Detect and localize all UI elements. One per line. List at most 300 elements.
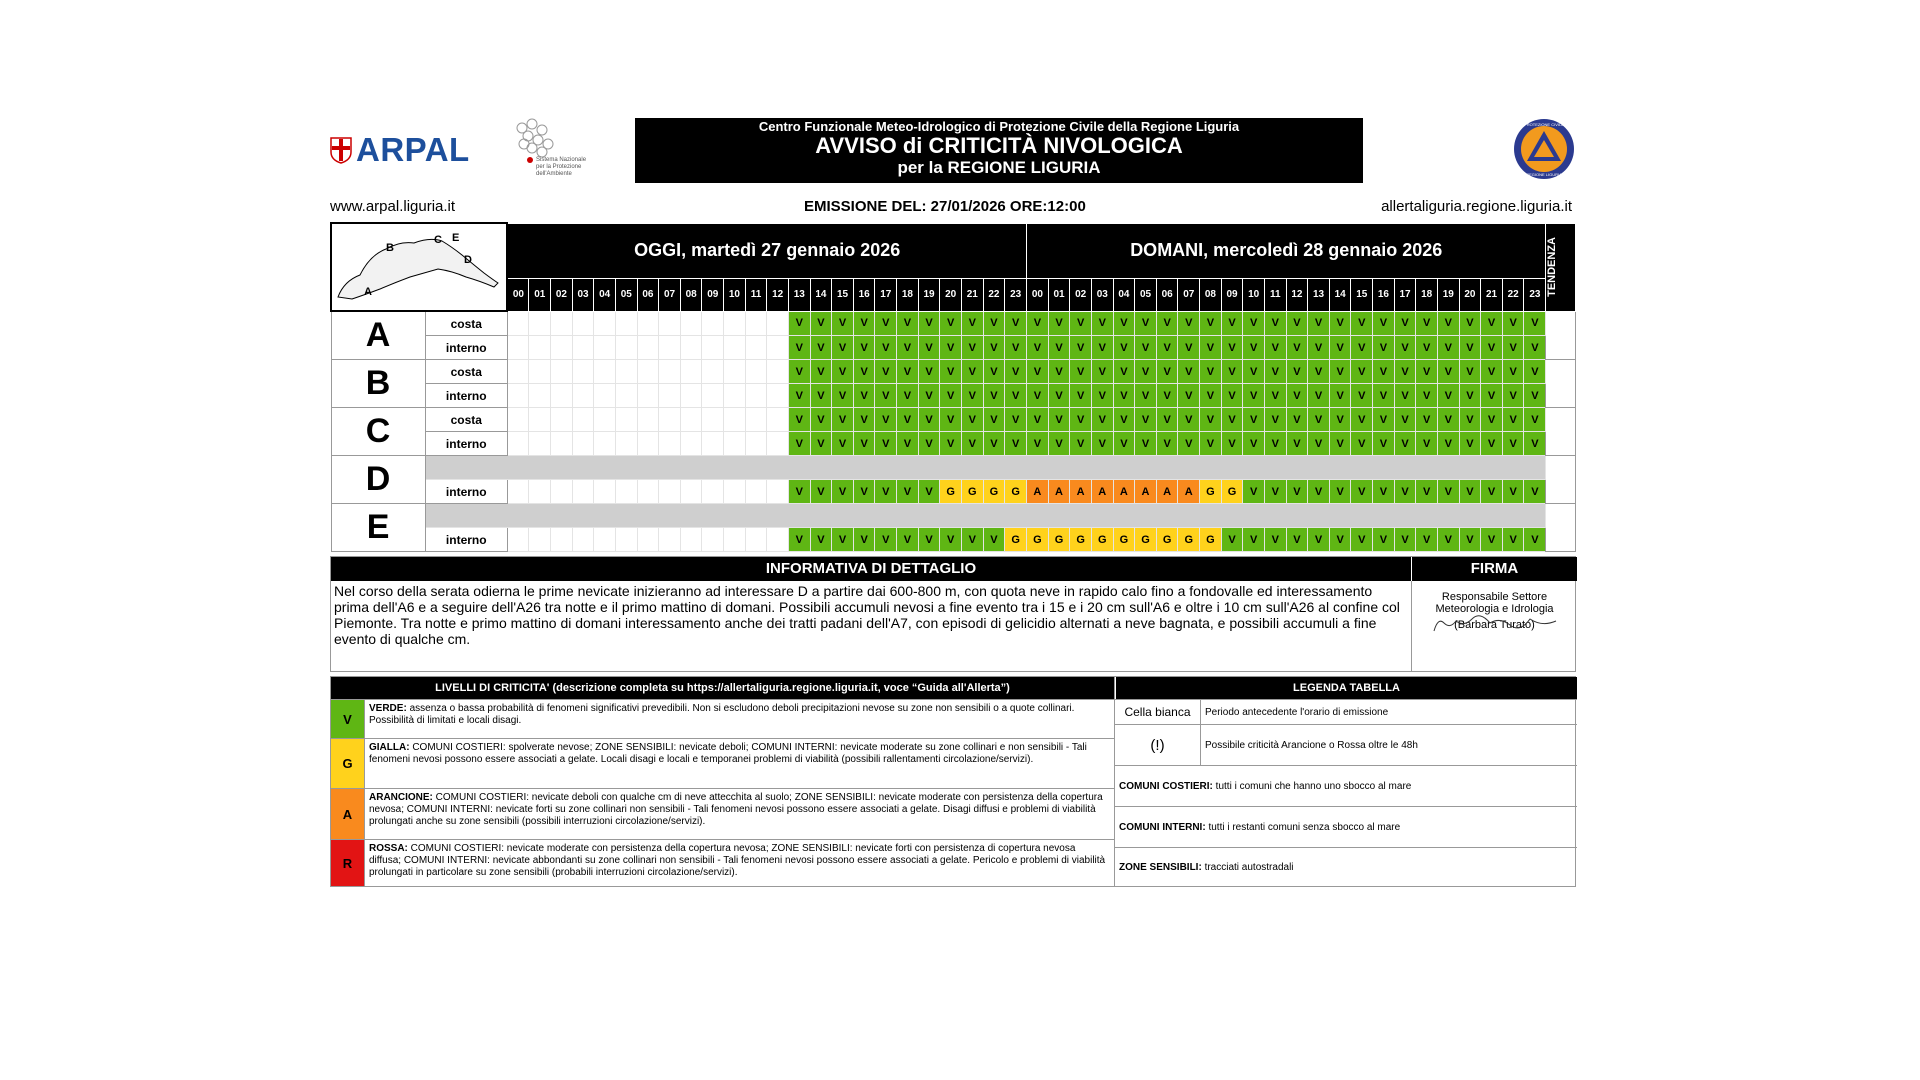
criticality-table <box>330 222 1576 552</box>
crit-cell: G <box>1200 480 1222 504</box>
crit-cell: V <box>897 311 919 336</box>
crit-cell <box>615 360 637 384</box>
crit-cell: G <box>1135 528 1157 552</box>
crit-cell: V <box>1178 311 1200 336</box>
arpal-url-link[interactable]: www.arpal.liguria.it <box>330 198 456 215</box>
crit-cell <box>572 336 594 360</box>
crit-cell <box>767 384 789 408</box>
crit-cell: V <box>1437 432 1459 456</box>
crit-cell <box>594 360 616 384</box>
crit-cell: V <box>897 336 919 360</box>
crit-cell <box>724 480 746 504</box>
crit-cell: V <box>788 336 810 360</box>
hour-day1-22: 22 <box>983 278 1005 311</box>
hour-day2-05: 05 <box>1135 278 1157 311</box>
crit-cell: V <box>1524 336 1546 360</box>
crit-cell: V <box>918 408 940 432</box>
zone-row-b-costa <box>331 360 1576 384</box>
legend-key-cella-bianca: Cella bianca <box>1115 700 1201 724</box>
zone-label-c: C <box>331 408 425 456</box>
crit-cell <box>680 336 702 360</box>
crit-cell: V <box>1459 384 1481 408</box>
crit-cell: V <box>1308 384 1330 408</box>
crit-cell: V <box>983 360 1005 384</box>
crit-cell <box>680 360 702 384</box>
crit-cell: V <box>788 384 810 408</box>
sub-zone-interno: interno <box>425 480 507 504</box>
crit-cell: V <box>1481 408 1503 432</box>
crit-cell: V <box>1027 311 1049 336</box>
crit-cell: V <box>1351 360 1373 384</box>
url-row <box>330 200 1576 222</box>
crit-cell: V <box>832 336 854 360</box>
legend-row-cella-bianca <box>1115 699 1577 724</box>
sub-zone-costa: costa <box>425 311 507 336</box>
level-badge-gialla: G <box>331 739 365 788</box>
crit-cell: V <box>1394 360 1416 384</box>
hour-day2-21: 21 <box>1481 278 1503 311</box>
def-zone-sensibili <box>1115 847 1577 886</box>
crit-cell: V <box>810 408 832 432</box>
crit-cell <box>680 480 702 504</box>
crit-cell: V <box>1113 432 1135 456</box>
crit-cell <box>702 432 724 456</box>
level-name-verde: VERDE: <box>369 703 407 714</box>
crit-cell: V <box>1243 360 1265 384</box>
crit-cell: V <box>810 432 832 456</box>
crit-cell: V <box>940 360 962 384</box>
crit-cell: V <box>1373 432 1395 456</box>
crit-cell: V <box>1027 360 1049 384</box>
crit-cell: V <box>1481 432 1503 456</box>
crit-cell: V <box>1243 408 1265 432</box>
crit-cell <box>551 432 573 456</box>
crit-cell: V <box>1264 311 1286 336</box>
crit-cell <box>637 311 659 336</box>
crit-cell: V <box>1286 432 1308 456</box>
crit-cell: V <box>1416 528 1438 552</box>
criticality-grid <box>330 222 1576 552</box>
crit-cell: V <box>1502 432 1524 456</box>
hour-day2-03: 03 <box>1091 278 1113 311</box>
crit-cell: V <box>1027 384 1049 408</box>
crit-cell: V <box>1221 408 1243 432</box>
crit-cell <box>637 480 659 504</box>
map-cell <box>331 223 507 311</box>
tendenza-cell-a <box>1546 311 1576 360</box>
crit-cell: V <box>1459 336 1481 360</box>
crit-cell <box>507 360 529 384</box>
hour-day1-15: 15 <box>832 278 854 311</box>
crit-cell <box>767 360 789 384</box>
crit-cell: V <box>832 480 854 504</box>
crit-cell: V <box>1351 384 1373 408</box>
informativa-section <box>330 556 1576 672</box>
crit-cell: V <box>1373 528 1395 552</box>
level-text-verde: assenza o bassa probabilità di fenomeni significativi prevedibili. Non si escludono deboli precipitazioni nevose su zone non sensibili o a quote collinari. Possibilità di limitati e locali disagi. <box>369 703 1075 726</box>
crit-cell: V <box>1027 432 1049 456</box>
level-row-arancione <box>331 788 1114 839</box>
crit-cell: V <box>1308 480 1330 504</box>
crit-cell <box>724 336 746 360</box>
crit-cell: V <box>1091 311 1113 336</box>
crit-cell: V <box>1286 384 1308 408</box>
hour-day1-16: 16 <box>853 278 875 311</box>
crit-cell: V <box>1005 432 1027 456</box>
crit-cell: A <box>1070 480 1092 504</box>
hour-day1-19: 19 <box>918 278 940 311</box>
crit-cell: V <box>1264 432 1286 456</box>
crit-cell: V <box>1005 311 1027 336</box>
crit-cell <box>529 408 551 432</box>
hour-day1-20: 20 <box>940 278 962 311</box>
crit-cell <box>724 360 746 384</box>
hour-day1-06: 06 <box>637 278 659 311</box>
hours-row <box>331 278 1576 311</box>
crit-cell: V <box>1070 408 1092 432</box>
crit-cell: V <box>1481 528 1503 552</box>
sub-zone-interno: interno <box>425 528 507 552</box>
crit-cell: V <box>1221 384 1243 408</box>
crit-cell: V <box>1524 384 1546 408</box>
crit-cell <box>507 384 529 408</box>
crit-cell: V <box>1459 408 1481 432</box>
crit-cell: V <box>1113 384 1135 408</box>
crit-cell <box>724 432 746 456</box>
informativa-title: INFORMATIVA DI DETTAGLIO <box>331 557 1411 581</box>
crit-cell: V <box>1200 384 1222 408</box>
crit-cell <box>767 528 789 552</box>
crit-cell: V <box>853 311 875 336</box>
crit-cell: V <box>1005 408 1027 432</box>
zone-row-e-blank <box>331 504 1576 528</box>
level-row-rossa <box>331 839 1114 886</box>
crit-cell: V <box>1329 336 1351 360</box>
crit-cell <box>745 336 767 360</box>
snpa-logo-line3: dell'Ambiente <box>536 171 572 177</box>
crit-cell: V <box>1048 311 1070 336</box>
def-text-costieri: tutti i comuni che hanno uno sbocco al mare <box>1212 780 1412 792</box>
crit-cell: V <box>1156 432 1178 456</box>
crit-cell: V <box>1264 408 1286 432</box>
crit-cell: A <box>1027 480 1049 504</box>
crit-cell: V <box>1524 408 1546 432</box>
crit-cell: V <box>1156 336 1178 360</box>
hour-day1-09: 09 <box>702 278 724 311</box>
tendenza-label: TENDENZA <box>1546 237 1559 297</box>
crit-cell <box>529 336 551 360</box>
crit-cell: V <box>1070 311 1092 336</box>
crit-cell <box>680 408 702 432</box>
tendenza-header <box>1546 223 1576 311</box>
hour-day2-14: 14 <box>1329 278 1351 311</box>
firma-name: (Barbara Turato) <box>1454 619 1535 631</box>
hour-day1-05: 05 <box>615 278 637 311</box>
crit-cell: V <box>1416 384 1438 408</box>
crit-cell: V <box>961 384 983 408</box>
crit-cell: V <box>897 432 919 456</box>
crit-cell: V <box>1373 311 1395 336</box>
hour-day1-10: 10 <box>724 278 746 311</box>
crit-cell <box>507 336 529 360</box>
crit-cell <box>551 528 573 552</box>
crit-cell <box>745 384 767 408</box>
hour-day2-19: 19 <box>1437 278 1459 311</box>
crit-cell: V <box>832 432 854 456</box>
crit-cell: V <box>1135 408 1157 432</box>
crit-cell: V <box>832 360 854 384</box>
crit-cell: V <box>897 408 919 432</box>
crit-cell <box>551 360 573 384</box>
hour-day1-13: 13 <box>788 278 810 311</box>
crit-cell <box>767 336 789 360</box>
signature-icon <box>1430 613 1560 635</box>
crit-cell <box>507 311 529 336</box>
crit-cell: V <box>918 384 940 408</box>
level-badge-arancione: A <box>331 789 365 839</box>
crit-cell: V <box>1416 432 1438 456</box>
allerta-url-link[interactable]: allertaliguria.regione.liguria.it <box>1381 198 1572 215</box>
crit-cell <box>615 336 637 360</box>
crit-cell: V <box>1200 432 1222 456</box>
crit-cell <box>659 480 681 504</box>
crit-cell: V <box>1113 360 1135 384</box>
crit-cell: V <box>1221 311 1243 336</box>
crit-cell <box>745 432 767 456</box>
crit-cell: V <box>1264 480 1286 504</box>
crit-cell: V <box>875 432 897 456</box>
crit-cell: V <box>1459 480 1481 504</box>
crit-cell: V <box>1091 336 1113 360</box>
crit-cell <box>507 408 529 432</box>
tendenza-cell-b <box>1546 360 1576 408</box>
crit-cell: V <box>788 528 810 552</box>
crit-cell <box>572 528 594 552</box>
level-name-gialla: GIALLA: <box>369 742 410 753</box>
crit-cell: V <box>1243 480 1265 504</box>
crit-cell: G <box>1221 480 1243 504</box>
crit-cell: G <box>1027 528 1049 552</box>
snpa-logo-icon <box>508 118 604 180</box>
crit-cell <box>529 311 551 336</box>
crit-cell: V <box>788 311 810 336</box>
map-label-c: C <box>434 233 443 246</box>
map-label-e: E <box>452 231 460 244</box>
hour-day2-04: 04 <box>1113 278 1135 311</box>
crit-cell: V <box>1156 360 1178 384</box>
crit-cell: V <box>810 528 832 552</box>
level-row-verde <box>331 699 1114 738</box>
crit-cell: V <box>1373 480 1395 504</box>
crit-cell <box>572 408 594 432</box>
hour-day1-12: 12 <box>767 278 789 311</box>
crit-cell <box>745 360 767 384</box>
hour-day2-10: 10 <box>1243 278 1265 311</box>
crit-cell: V <box>1373 360 1395 384</box>
crit-cell: V <box>1243 432 1265 456</box>
crit-cell: V <box>853 432 875 456</box>
crit-cell: V <box>810 360 832 384</box>
pc-logo-top-text: PROTEZIONE CIVILE <box>1524 122 1564 127</box>
zone-label-a: A <box>331 311 425 360</box>
firma-line1: Responsabile Settore <box>1441 591 1548 603</box>
crit-cell: V <box>788 480 810 504</box>
crit-cell: V <box>1286 336 1308 360</box>
hour-day1-17: 17 <box>875 278 897 311</box>
crit-cell: V <box>1502 528 1524 552</box>
crit-cell: V <box>1481 360 1503 384</box>
hour-day1-11: 11 <box>745 278 767 311</box>
crit-cell <box>572 360 594 384</box>
crit-cell <box>594 408 616 432</box>
crit-cell <box>529 528 551 552</box>
firma-title: FIRMA <box>1411 557 1577 581</box>
crit-cell: V <box>875 360 897 384</box>
hour-day2-20: 20 <box>1459 278 1481 311</box>
crit-cell: V <box>1502 336 1524 360</box>
crit-cell: V <box>961 432 983 456</box>
crit-cell: V <box>1502 408 1524 432</box>
zone-row-b-interno <box>331 384 1576 408</box>
crit-cell <box>702 311 724 336</box>
level-badge-verde: V <box>331 700 365 738</box>
hour-day2-00: 00 <box>1027 278 1049 311</box>
crit-cell: V <box>983 384 1005 408</box>
hour-day1-18: 18 <box>897 278 919 311</box>
zone-row-a-interno <box>331 336 1576 360</box>
map-label-a: A <box>364 285 373 298</box>
crit-cell: V <box>918 311 940 336</box>
crit-cell: V <box>1264 360 1286 384</box>
crit-cell: V <box>1286 360 1308 384</box>
crit-cell: V <box>1373 384 1395 408</box>
crit-cell: V <box>788 432 810 456</box>
crit-cell: V <box>983 528 1005 552</box>
crit-cell: V <box>918 360 940 384</box>
crit-cell: V <box>1351 408 1373 432</box>
crit-cell: V <box>1286 408 1308 432</box>
crit-cell <box>594 311 616 336</box>
crit-cell: V <box>1329 432 1351 456</box>
legend-row-warning <box>1115 724 1577 765</box>
def-text-interni: tutti i restanti comuni senza sbocco al mare <box>1205 821 1401 833</box>
sub-zone-interno: interno <box>425 432 507 456</box>
zone-row-d-blank <box>331 456 1576 480</box>
level-desc-gialla <box>365 739 1114 788</box>
crit-cell <box>702 384 724 408</box>
crit-cell: V <box>1264 384 1286 408</box>
crit-cell: V <box>853 384 875 408</box>
crit-cell <box>767 480 789 504</box>
crit-cell: V <box>1416 480 1438 504</box>
crit-cell <box>659 528 681 552</box>
level-text-arancione: COMUNI COSTIERI: nevicate deboli con qualche cm di neve attecchita al suolo; ZONE SENSIBILI: nevicate moderate con persistenza della copertura nevosa; COMUNI INTERNI: nevicate forti su zone collinari non sensibili - Tali fenomeni nevosi possono essere associati a gelate. Disagi diffusi e problemi di viabilità prolungati anche su zone sensibili (possibili interruzioni circolazione/servizi). <box>369 792 1103 827</box>
legend-key-warning: (!) <box>1115 725 1201 765</box>
crit-cell: V <box>788 360 810 384</box>
crit-cell: V <box>1221 360 1243 384</box>
crit-cell: V <box>1178 432 1200 456</box>
crit-cell <box>572 480 594 504</box>
crit-cell: V <box>1221 528 1243 552</box>
title-line3: per la REGIONE LIGURIA <box>897 158 1101 177</box>
crit-cell <box>615 528 637 552</box>
crit-cell: A <box>1048 480 1070 504</box>
zone-label-b: B <box>331 360 425 408</box>
crit-cell: V <box>1027 336 1049 360</box>
level-desc-rossa <box>365 840 1114 886</box>
crit-cell: V <box>1286 311 1308 336</box>
crit-cell: V <box>1481 336 1503 360</box>
sub-zone-costa: costa <box>425 408 507 432</box>
crit-cell: V <box>961 336 983 360</box>
crit-cell: V <box>1070 336 1092 360</box>
crit-cell: V <box>1005 336 1027 360</box>
crit-cell: V <box>1329 480 1351 504</box>
crit-cell: G <box>1113 528 1135 552</box>
arpal-logo-text: ARPAL <box>356 131 470 168</box>
crit-cell: V <box>1351 311 1373 336</box>
hour-day2-06: 06 <box>1156 278 1178 311</box>
crit-cell: V <box>1329 528 1351 552</box>
crit-cell: A <box>1135 480 1157 504</box>
crit-cell: V <box>897 360 919 384</box>
crit-cell <box>659 311 681 336</box>
crit-cell <box>680 311 702 336</box>
zone-label-d: D <box>331 456 425 504</box>
hour-day2-13: 13 <box>1308 278 1330 311</box>
crit-cell: V <box>853 336 875 360</box>
crit-cell: V <box>875 528 897 552</box>
crit-cell: G <box>1178 528 1200 552</box>
crit-cell: V <box>1351 432 1373 456</box>
day2-header: DOMANI, mercoledì 28 gennaio 2026 <box>1027 223 1546 278</box>
crit-cell: V <box>1351 528 1373 552</box>
crit-cell: V <box>918 480 940 504</box>
level-row-gialla <box>331 738 1114 788</box>
crit-cell: V <box>1264 528 1286 552</box>
crit-cell: V <box>1156 384 1178 408</box>
crit-cell: V <box>1437 384 1459 408</box>
hour-day2-18: 18 <box>1416 278 1438 311</box>
crit-cell: V <box>1502 311 1524 336</box>
crit-cell: V <box>1524 360 1546 384</box>
crit-cell <box>572 384 594 408</box>
crit-cell <box>615 480 637 504</box>
crit-cell: V <box>1156 408 1178 432</box>
crit-cell: V <box>875 384 897 408</box>
crit-cell: V <box>1524 432 1546 456</box>
crit-cell: V <box>1524 480 1546 504</box>
crit-cell: V <box>961 408 983 432</box>
legend-section <box>330 676 1576 887</box>
legend-value-warning: Possibile criticità Arancione o Rossa oltre le 48h <box>1205 739 1418 751</box>
crit-cell: V <box>1459 528 1481 552</box>
crit-cell: V <box>1394 528 1416 552</box>
crit-cell: G <box>940 480 962 504</box>
informativa-text: Nel corso della serata odierna le prime nevicate inizieranno ad interessare D a partire dai 600-800 m, con quota neve in rapido calo fino a fondovalle ed interessamento prima dell'A6 e a seguire dell'A26 tra notte e il primo mattino di domani. Possibili accumuli nevosi a fine evento tra i 15 e i 20 cm sull'A6 e oltre i 10 cm sull'A26 al confine col Piemonte. Tra notte e primo mattino di domani interessamento anche dei tratti padani dell'A7, con episodi di gelicidio alternati a neve bagnata, e possibili accumuli a fine evento di qualche cm. <box>334 583 1400 647</box>
crit-cell <box>507 432 529 456</box>
crit-cell: V <box>1394 384 1416 408</box>
crit-cell: V <box>1308 432 1330 456</box>
def-comuni-interni <box>1115 806 1577 847</box>
title-line2: AVVISO di CRITICITÀ NIVOLOGICA <box>815 133 1183 158</box>
crit-cell <box>594 384 616 408</box>
crit-cell: V <box>1416 360 1438 384</box>
crit-cell: V <box>1070 384 1092 408</box>
crit-cell <box>702 480 724 504</box>
crit-cell: V <box>1481 384 1503 408</box>
crit-cell: V <box>1048 384 1070 408</box>
